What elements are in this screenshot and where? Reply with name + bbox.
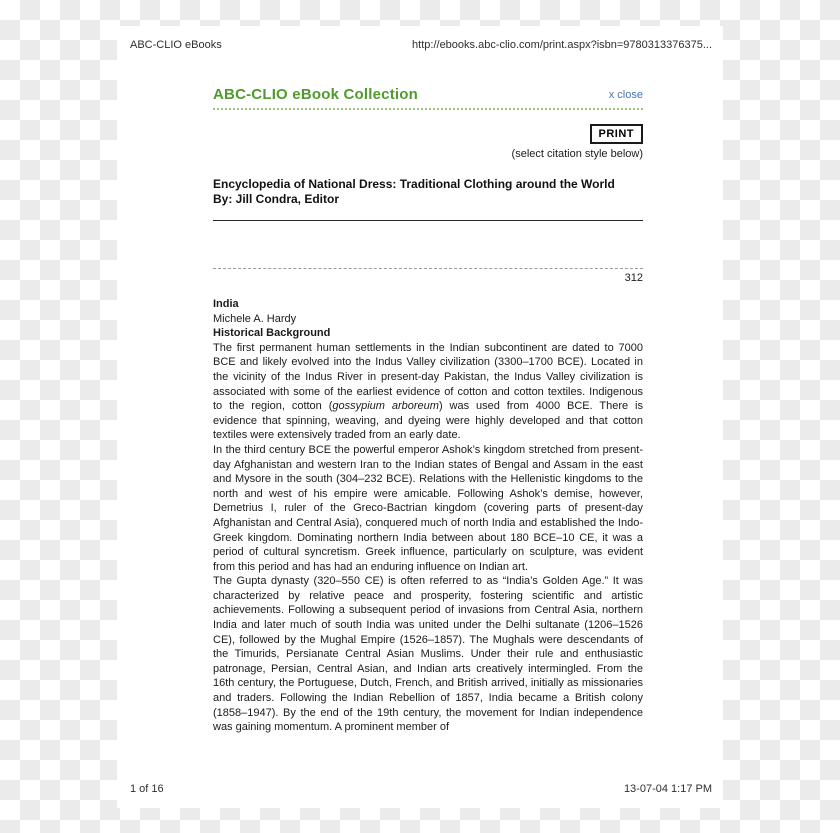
print-row: [213, 124, 643, 144]
collection-banner: [213, 86, 643, 110]
paragraph-1-post: ) was used from 4000 BCE. There is evidence that spinning, weaving, and dyeing were highly developed and that cotton textiles were extensively traded from an early date.: [213, 400, 643, 442]
browser-header-url: http://ebooks.abc-clio.com/print.aspx?isbn=9780313376375...: [412, 39, 712, 51]
paragraph-1-italic: gossypium arboreum: [332, 400, 439, 413]
article-author: Michele A. Hardy: [213, 312, 297, 325]
paragraph-1-pre: The first permanent human settlements in the Indian subcontinent are dated to 7000 BCE and likely evolved into the Indus Valley civilization (3300–1700 BCE). Located in the vicinity of the Indus River in present-day Pakistan, the Indus Valley civilization is associated with some of the earliest evidence of cotton and cotton textiles. Indigenous to the region, cotton (: [213, 341, 643, 413]
section-heading: Historical Background: [213, 327, 331, 340]
dashed-divider: [213, 268, 643, 269]
article-body: [213, 297, 643, 735]
footer-page-count: 1 of 16: [130, 783, 164, 795]
paragraph-1: [213, 341, 643, 443]
article-title: India: [213, 298, 239, 310]
book-byline: By: Jill Condra, Editor: [213, 192, 340, 206]
footer-timestamp: 13-07-04 1:17 PM: [623, 783, 712, 795]
book-title-block: [213, 177, 643, 207]
ebook-content-column: [213, 86, 643, 735]
close-link[interactable]: x close: [608, 89, 643, 101]
book-page-number: 312: [624, 272, 643, 284]
title-divider: [213, 220, 643, 221]
paragraph-3: The Gupta dynasty (320–550 CE) is often referred to as “India’s Golden Age.” It was characterized by relative peace and prosperity, fostering scientific and artistic achievements. Following a subsequent period of invasions from Central Asia, northern India and later much of south India was united under the Delhi sultanate (1206–1526 CE), followed by the Mughal Empire (1526–1857). The Mughals were descendants of the Timurids, Persianate Central Asian Muslims. Under their rule and enthusiastic patronage, Persian, Central Asian, and Indian arts creatively intermingled. From the 16th century, the Portuguese, Dutch, French, and British arrived, initially as missionaries and traders. Following the Indian Rebellion of 1857, India became a British colony (1858–1947). By the end of the 19th century, the movement for Indian independence was gaining momentum. A prominent member of: [213, 575, 643, 734]
book-title: Encyclopedia of National Dress: Traditional Clothing around the World: [213, 177, 615, 191]
print-button[interactable]: PRINT: [590, 124, 644, 144]
citation-hint: (select citation style below): [511, 148, 643, 160]
print-preview-page: [117, 26, 723, 808]
browser-print-header: [130, 39, 712, 51]
collection-heading: ABC-CLIO eBook Collection: [213, 86, 419, 103]
browser-header-title: ABC-CLIO eBooks: [130, 39, 222, 51]
browser-print-footer: [130, 783, 712, 795]
paragraph-2: In the third century BCE the powerful emperor Ashok’s kingdom stretched from present-day Afghanistan and western Iran to the Indian states of Bengal and Assam in the east and Mysore in the south (304–232 BCE). Relations with the Hellenistic kingdoms to the north and west of his empire were amicable. Following Ashok’s demise, however, Demetrius I, ruler of the Greco-Bactrian kingdom (covering parts of present-day Afghanistan and Central Asia), conquered much of north India and established the Indo-Greek kingdom. Dominating northern India between about 180 BCE–10 CE, it was a period of cultural syncretism. Greek influence, particularly on sculpture, was evident from this period and has had an enduring influence on Indian art.: [213, 443, 643, 573]
